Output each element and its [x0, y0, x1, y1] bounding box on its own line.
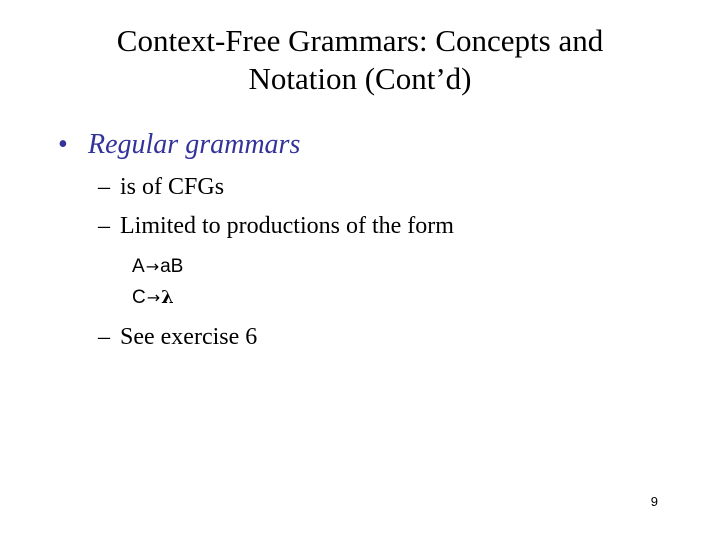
page-number: 9	[650, 494, 658, 509]
slide-title-line-1: Context-Free Grammars: Concepts and	[116, 23, 604, 58]
dash-marker: –	[98, 213, 110, 239]
production-lhs: A	[132, 256, 145, 277]
production-rule	[132, 256, 183, 278]
sub-item-text: is of CFGs	[120, 174, 225, 200]
production-rhs: aB	[160, 256, 184, 277]
production-rule	[132, 287, 174, 309]
bullet-regular-grammars	[58, 128, 300, 162]
slide-title	[40, 22, 680, 98]
production-lhs: C	[132, 287, 146, 308]
dash-marker: –	[98, 324, 110, 350]
bullet-marker: •	[58, 129, 68, 160]
dash-marker: –	[98, 174, 110, 200]
right-arrow-icon: →	[146, 288, 161, 307]
sub-item-see-exercise	[98, 322, 257, 352]
sub-item-is-of-cfgs	[98, 172, 224, 202]
right-arrow-icon: →	[145, 257, 160, 276]
sub-item-limited-productions	[98, 211, 454, 241]
sub-item-text: Limited to productions of the form	[120, 213, 454, 239]
bullet-heading: Regular grammars	[88, 129, 301, 160]
slide-title-line-2: Notation (Cont’d)	[248, 61, 472, 96]
sub-item-text: See exercise 6	[120, 324, 258, 350]
lambda-symbol: λ	[161, 287, 174, 308]
